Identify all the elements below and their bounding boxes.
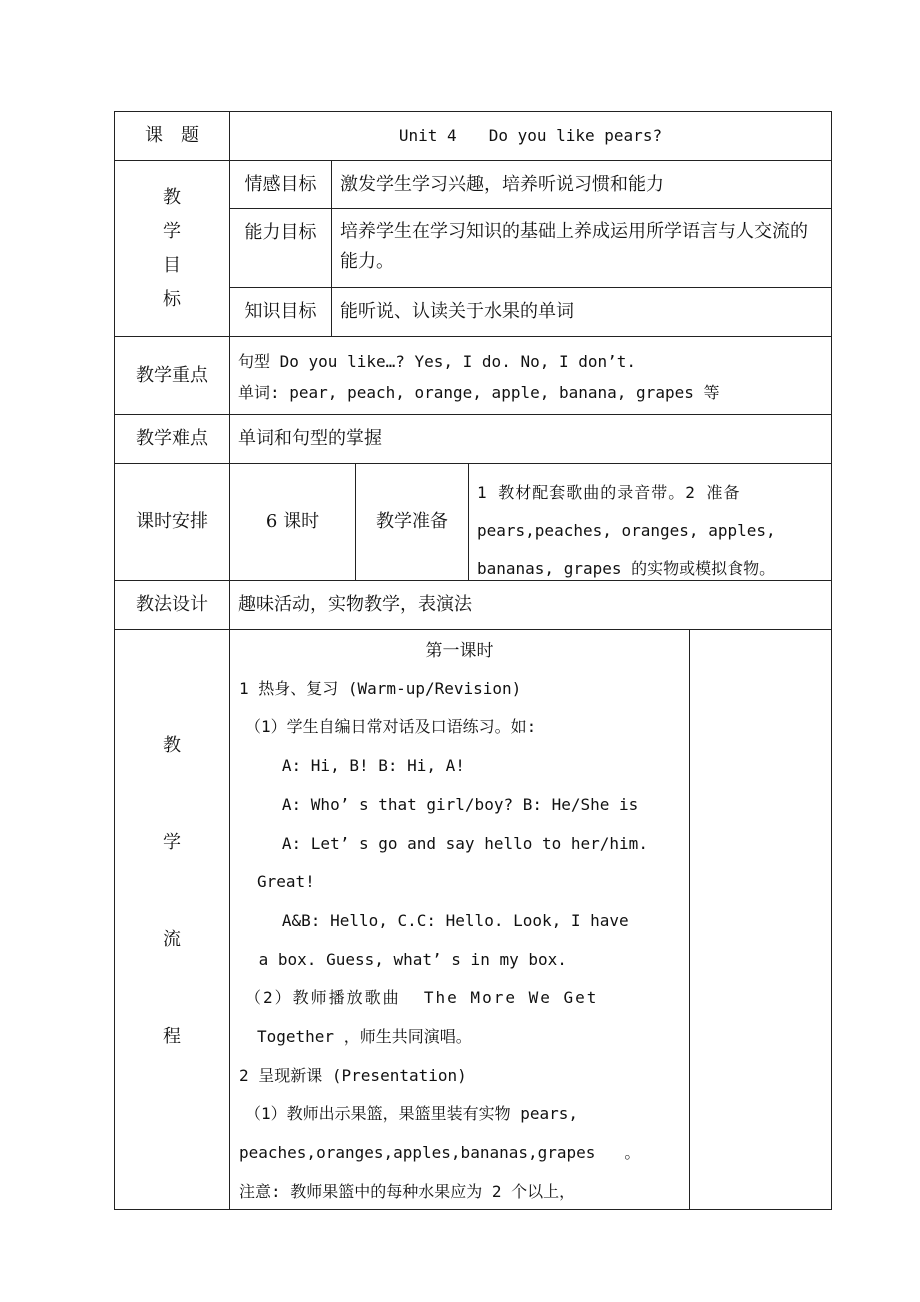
process-line: （1）学生自编日常对话及口语练习。如:: [245, 717, 537, 736]
key-points-content: [230, 337, 831, 414]
process-line: （2）教师播放歌曲 The More We Get: [245, 988, 599, 1007]
process-line: （1）教师出示果篮，果篮里装有实物 pears,: [245, 1104, 579, 1123]
process-line: 注意: 教师果篮中的每种水果应为 2 个以上，: [239, 1182, 576, 1201]
prep-line: bananas, grapes 的实物或模拟食物。: [477, 559, 776, 578]
label-char: 学: [163, 832, 181, 853]
label-char: 学: [163, 220, 181, 242]
key-sentence: 句型 Do you like…? Yes, I do. No, I don’t.: [238, 352, 637, 371]
process-label: [115, 630, 229, 1209]
hours-value: 6 课时: [265, 511, 320, 532]
process-line: A: Let’ s go and say hello to her/him.: [253, 834, 648, 853]
process-content: [230, 630, 689, 1209]
lesson-title: Unit 4 Do you like pears?: [398, 126, 663, 145]
lesson-number-title: 第一课时: [425, 641, 494, 661]
key-words: 单词: pear, peach, orange, apple, banana, grapes 等: [238, 383, 720, 402]
prep-line: pears,peaches, oranges, apples,: [477, 521, 776, 540]
label-char: 标: [163, 288, 181, 310]
process-line: a box. Guess, what’ s in my box.: [249, 950, 567, 969]
process-line: A&B: Hello, C.C: Hello. Look, I have: [253, 911, 629, 930]
objectives-label: [115, 161, 229, 336]
difficulties-text: 单词和句型的掌握: [238, 428, 382, 449]
difficulties-label: 教学难点: [136, 428, 208, 449]
process-line: A: Hi, B! B: Hi, A!: [253, 756, 465, 775]
subject-label: 课 题: [145, 125, 199, 146]
process-line: A: Who’ s that girl/boy? B: He/She is: [253, 795, 639, 814]
ability-goal-text: 培养学生在学习知识的基础上养成运用所学语言与人交流的能力。: [340, 221, 808, 272]
process-line: Great!: [257, 872, 315, 891]
emotion-goal-label: 情感目标: [244, 173, 317, 195]
label-char: 教: [163, 735, 181, 756]
notes-column: [690, 630, 831, 1209]
label-char: 流: [163, 929, 181, 950]
process-line: 2 呈现新课 (Presentation): [239, 1066, 467, 1085]
methods-label: 教法设计: [136, 594, 208, 615]
ability-goal-label: 能力目标: [244, 222, 317, 243]
process-line: 1 热身、复习 (Warm-up/Revision): [239, 679, 522, 698]
prep-label: 教学准备: [376, 511, 448, 532]
label-char: 教: [163, 186, 181, 208]
process-line: peaches,oranges,apples,bananas,grapes 。: [239, 1143, 641, 1162]
knowledge-goal-label: 知识目标: [244, 301, 317, 322]
key-points-label: 教学重点: [136, 364, 208, 386]
methods-text: 趣味活动，实物教学，表演法: [238, 594, 472, 615]
prep-line: 1 教材配套歌曲的录音带。2 准备: [477, 483, 741, 502]
emotion-goal-text: 激发学生学习兴趣，培养听说习惯和能力: [340, 173, 664, 195]
lesson-plan-table: [114, 111, 832, 1210]
process-line: Together ，师生共同演唱。: [257, 1027, 472, 1046]
schedule-label: 课时安排: [136, 511, 208, 532]
label-char: 目: [163, 254, 181, 276]
knowledge-goal-text: 能听说、认读关于水果的单词: [340, 301, 574, 322]
prep-content: [469, 464, 831, 580]
label-char: 程: [163, 1026, 181, 1047]
